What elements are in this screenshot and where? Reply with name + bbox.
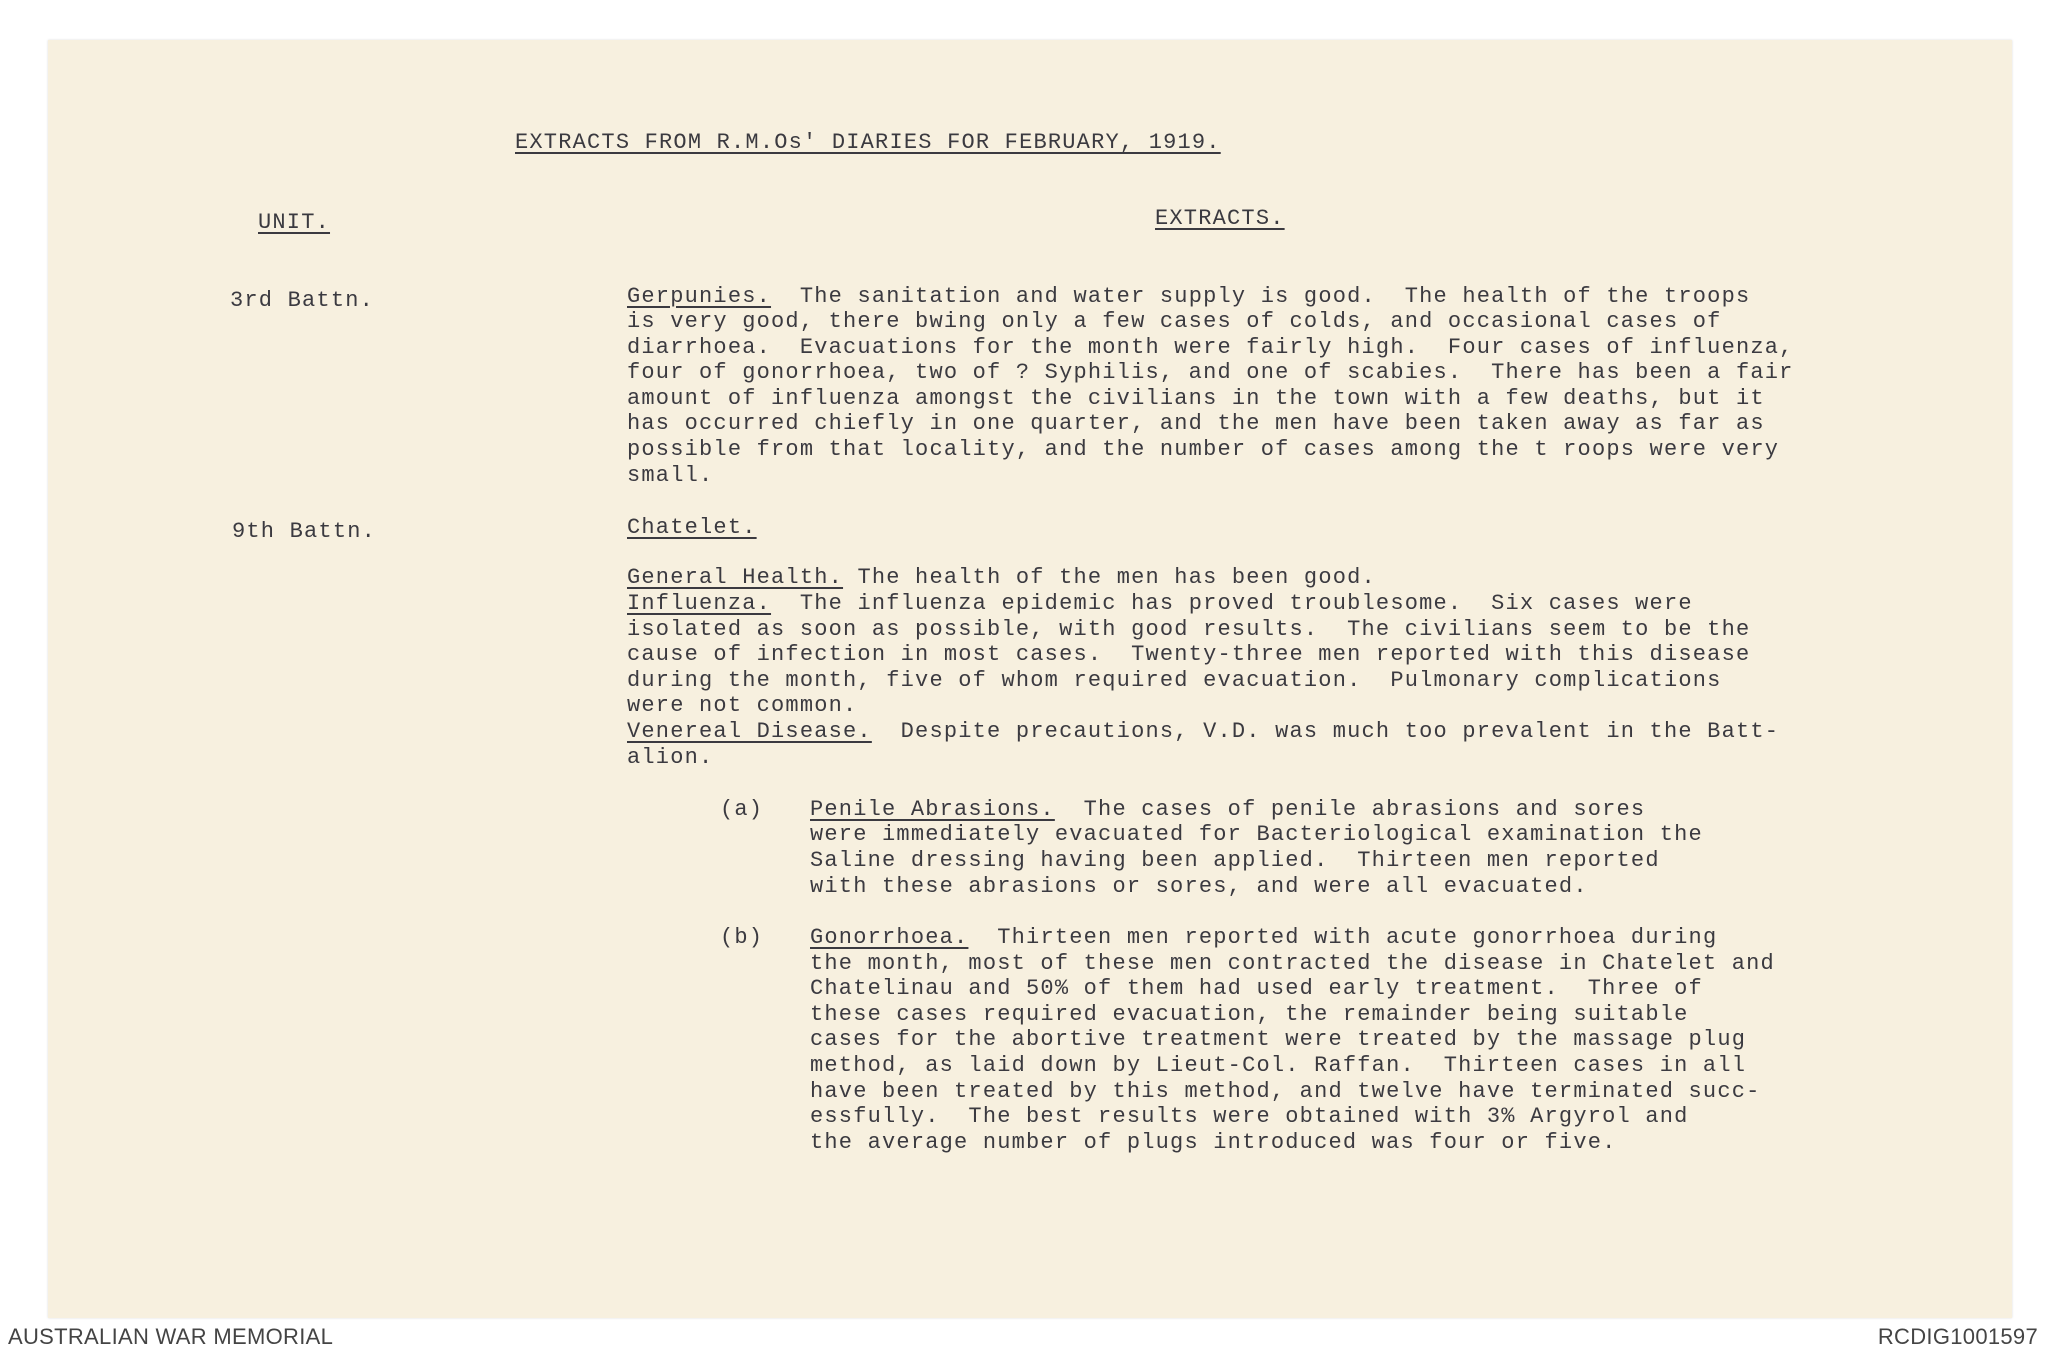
penile-abrasions-heading: Penile Abrasions. bbox=[810, 797, 1055, 822]
column-heading-unit bbox=[258, 210, 330, 236]
influenza-line-4: during the month, five of whom required evacuation. Pulmonary complications bbox=[627, 668, 1722, 693]
influenza-line-2: isolated as soon as possible, with good results. The civilians seem to be the bbox=[627, 617, 1751, 642]
extract-3rd-line-1-rest: The sanitation and water supply is good. The health of the troops bbox=[771, 284, 1751, 309]
influenza-line-5: were not common. bbox=[627, 693, 858, 718]
item-a-line-2: were immediately evacuated for Bacteriological examination the bbox=[810, 822, 1703, 847]
venereal-disease-line-1-rest: Despite precautions, V.D. was much too prevalent in the Batt- bbox=[871, 719, 1780, 744]
item-a-line-1-rest: The cases of penile abrasions and sores bbox=[1054, 797, 1646, 822]
extract-3rd-line-4: four of gonorrhoea, two of ? Syphilis, and one of scabies. There has been a fair bbox=[627, 360, 1794, 385]
extract-3rd-line-6: has occurred chiefly in one quarter, and the men have been taken away as far as bbox=[627, 411, 1765, 436]
item-b-line-2: the month, most of these men contracted the disease in Chatelet and bbox=[810, 951, 1775, 976]
item-a-label: (a) bbox=[720, 797, 764, 822]
footer-record-id: RCDIG1001597 bbox=[1877, 1324, 2038, 1349]
extract-3rd-line-7: possible from that locality, and the number of cases among the t roops were very bbox=[627, 437, 1780, 462]
item-b-line-4: these cases required evacuation, the remainder being suitable bbox=[810, 1002, 1689, 1027]
place-heading-chatelet-text: Chatelet. bbox=[627, 515, 757, 540]
influenza-line-3: cause of infection in most cases. Twenty-three men reported with this disease bbox=[627, 642, 1751, 667]
extract-3rd-line-3: diarrhoea. Evacuations for the month were fairly high. Four cases of influenza, bbox=[627, 335, 1794, 360]
general-health-text: The health of the men has been good. bbox=[843, 565, 1376, 590]
extract-3rd-line-2: is very good, there bwing only a few cases of colds, and occasional cases of bbox=[627, 309, 1722, 334]
gonorrhoea-heading: Gonorrhoea. bbox=[810, 925, 969, 950]
item-b-line-6: method, as laid down by Lieut-Col. Raffan. Thirteen cases in all bbox=[810, 1053, 1747, 1078]
item-a-line-4: with these abrasions or sores, and were all evacuated. bbox=[810, 874, 1588, 899]
general-health-line bbox=[627, 565, 1376, 591]
unit-label-9th: 9th Battn. bbox=[232, 519, 377, 544]
item-b-line-3: Chatelinau and 50% of them had used early treatment. Three of bbox=[810, 976, 1703, 1001]
extract-3rd-line-8: small. bbox=[627, 463, 714, 488]
item-b-line-1 bbox=[810, 925, 1717, 951]
venereal-disease-line-1 bbox=[627, 719, 1779, 745]
footer-institution: AUSTRALIAN WAR MEMORIAL bbox=[8, 1324, 334, 1349]
place-heading-gerpunies: Gerpunies. bbox=[627, 284, 772, 309]
item-a-line-1 bbox=[810, 797, 1645, 823]
item-a-line-3: Saline dressing having been applied. Thirteen men reported bbox=[810, 848, 1660, 873]
item-b-line-9: the average number of plugs introduced was four or five. bbox=[810, 1130, 1617, 1155]
influenza-heading: Influenza. bbox=[627, 591, 772, 616]
extract-3rd-line-1 bbox=[627, 284, 1750, 310]
unit-label-3rd: 3rd Battn. bbox=[230, 288, 375, 313]
item-b-line-7: have been treated by this method, and twelve have terminated succ- bbox=[810, 1079, 1761, 1104]
document-title-text: EXTRACTS FROM R.M.Os' DIARIES FOR FEBRUARY, 1919. bbox=[515, 130, 1221, 155]
venereal-disease-heading: Venereal Disease. bbox=[627, 719, 872, 744]
general-health-heading: General Health. bbox=[627, 565, 844, 590]
document-title bbox=[515, 130, 1221, 156]
venereal-disease-line-2: alion. bbox=[627, 745, 714, 770]
item-b-label: (b) bbox=[720, 925, 764, 950]
influenza-line-1-rest: The influenza epidemic has proved troublesome. Six cases were bbox=[771, 591, 1693, 616]
place-heading-chatelet bbox=[627, 515, 757, 541]
column-heading-extracts-text: EXTRACTS. bbox=[1155, 206, 1285, 231]
extract-3rd-line-5: amount of influenza amongst the civilians in the town with a few deaths, but it bbox=[627, 386, 1765, 411]
column-heading-extracts bbox=[1155, 206, 1285, 232]
item-b-line-8: essfully. The best results were obtained with 3% Argyrol and bbox=[810, 1104, 1689, 1129]
column-heading-unit-text: UNIT. bbox=[258, 210, 331, 235]
influenza-line-1 bbox=[627, 591, 1693, 617]
item-b-line-5: cases for the abortive treatment were treated by the massage plug bbox=[810, 1027, 1747, 1052]
item-b-line-1-rest: Thirteen men reported with acute gonorrhoea during bbox=[968, 925, 1718, 950]
